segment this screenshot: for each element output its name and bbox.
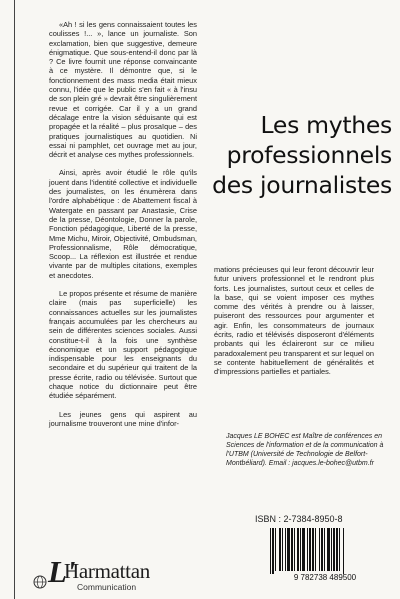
paragraph-intro: «Ah ! si les gens connaissaient toutes les coulisses !... », lance un journaliste. Son exclamation, bien que suggestive, demeure énigmatique. Que sous-entend-il donc par là ? Ce livre fournit une réponse convaincante à ce mystère. Il démontre que, si le fonctionnement des mass media était mieux connu, l'idée que le public s'en fait « à l'insu de son plein gré » devrait être singulièrement revue et corrigée. Car il y a un grand décalage entre la vision séduisante qui est propagée et la réalité – plus prosaïque – des pratiques journalistiques au quotidien. Ni essai ni pamphlet, cet ouvrage met au jour, décrit et analyse ces mythes professionnels. bbox=[49, 20, 197, 160]
barcode-bar bbox=[315, 528, 316, 571]
barcode-bar bbox=[307, 528, 308, 571]
barcode-bar bbox=[321, 528, 323, 571]
barcode-bar bbox=[331, 528, 332, 571]
barcode-bar bbox=[333, 528, 335, 571]
barcode-bar bbox=[309, 528, 311, 571]
barcode-bar bbox=[287, 528, 290, 571]
title-line-1: Les mythes bbox=[260, 111, 392, 139]
barcode-bar bbox=[327, 528, 330, 571]
paragraph-purpose: Le propos présente et résume de manière claire (mais pas superficielle) les connaissances actuelles sur les journalistes français accumulées par les chercheurs au sein de différentes sciences sociales. Aussi constitue-t-il à la fois une synthèse économique et un support pédagogique indispensable pour les enseignants du secondaire et du supérieur qui traitent de la presse écrite, radio ou télévisée. Surtout que chaque notice du dictionnaire peut être étudiée séparément. bbox=[49, 289, 197, 401]
barcode-bar bbox=[279, 528, 281, 571]
barcode-digits: 9 782738 489500 bbox=[293, 573, 357, 582]
barcode-bar bbox=[319, 528, 320, 571]
paragraph-alphabetical: Ainsi, après avoir étudié le rôle qu'ils jouent dans l'identité collective et individuelle des journalistes, on les énumèrera dans l'ordre alphabétique : de Abattement fiscal à Watergate en passant par Anastasie, Crise de la presse, Déontologie, Donner la parole, Fonction pédagogique, Liberté de la presse, Mme Michu, Miroir, Objectivité, Ombudsman, Professionnalisme, Rôle démocratique, Scoop... La réflexion est illustrée et rendue vivante par de multiples citations, exemples et anecdotes. bbox=[49, 168, 197, 280]
title-line-2: professionnels bbox=[226, 141, 392, 169]
author-biography: Jacques LE BOHEC est Maître de conférences en Sciences de l'information et de la communication à l'UTBM (Université de Technologie de Belfort-Montbéliard). Email : jacques.le-bohec@utbm.fr bbox=[226, 433, 384, 468]
barcode-bar bbox=[272, 528, 274, 574]
barcode-bar bbox=[343, 528, 344, 574]
barcode-bar bbox=[270, 528, 271, 574]
barcode-bar bbox=[282, 528, 283, 571]
paragraph-continuation: mations précieuses qui leur feront découvrir leur futur univers professionnel et le rendront plus forts. Les journalistes, surtout ceux et celles de la base, qui se voient imposer ces mythes comme des vérités à prendre ou à laisser, puiseront des ressources pour argumenter et agir. Enfin, les consommateurs de journaux écrits, radio et télévisés disposeront d'éléments probants qui les éclaireront sur ce milieu paradoxalement peu transparent et sur lequel on se contente habituellement de généralités et d'impressions partielles et partiales. bbox=[214, 265, 374, 377]
book-title bbox=[212, 110, 392, 200]
barcode-bar bbox=[302, 528, 305, 571]
barcode-bar bbox=[275, 528, 276, 571]
barcode-bar bbox=[339, 528, 340, 571]
back-cover-text-left-column bbox=[49, 20, 197, 428]
barcode-bar bbox=[312, 528, 314, 571]
publisher-logo-name: Harmattan bbox=[64, 559, 150, 583]
barcode-bar bbox=[297, 528, 299, 571]
publisher-logo-initial: L' bbox=[48, 554, 76, 589]
barcode-bar bbox=[285, 528, 286, 571]
publisher-collection: Communication bbox=[77, 582, 137, 592]
title-line-3: des journalistes bbox=[212, 171, 392, 199]
isbn-label: ISBN : 2-7384-8950-8 bbox=[255, 514, 343, 524]
barcode-bar bbox=[324, 528, 325, 571]
barcode-bar bbox=[294, 528, 295, 571]
barcode-bar bbox=[300, 528, 301, 571]
globe-icon bbox=[33, 575, 47, 589]
barcode-bar bbox=[291, 528, 293, 571]
paragraph-young-readers: Les jeunes gens qui aspirent au journalisme trouveront une mine d'infor- bbox=[49, 409, 197, 428]
left-border-rule bbox=[14, 0, 15, 599]
barcode bbox=[266, 528, 384, 582]
back-cover-text-right-column bbox=[214, 265, 374, 377]
barcode-graphic bbox=[266, 528, 384, 582]
barcode-bar bbox=[336, 528, 338, 571]
